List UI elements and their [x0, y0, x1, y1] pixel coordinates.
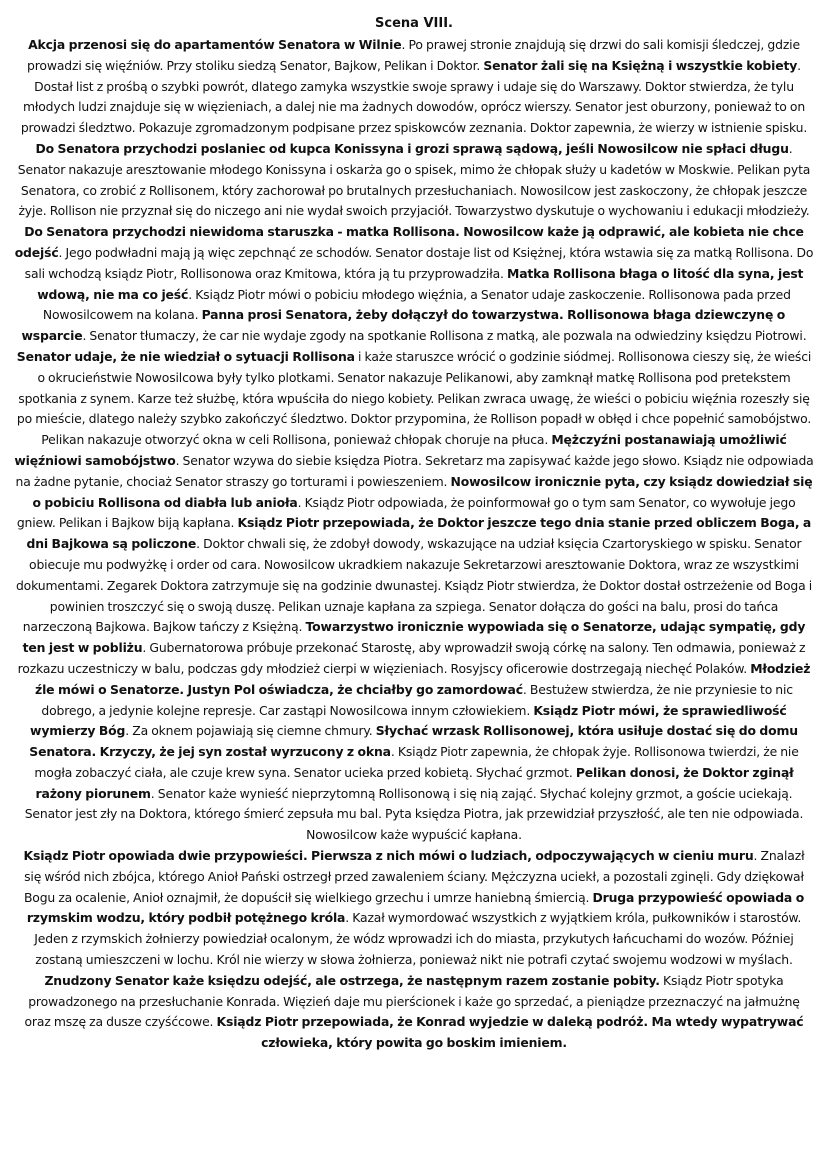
bold-key-event: Słychać wrzask Rollisonowej, która usiłuje dostać się do domu Senatora. Krzyczy, że jej syn został wyrzucony z okna — [29, 723, 798, 760]
bold-key-event: Nowosilcow ironicznie pyta, czy ksiądz dowiedział się o pobiciu Rollisona od diabła lub anioła — [32, 473, 813, 510]
summary-paragraph — [14, 846, 814, 971]
text-run: . Gubernatorowa próbuje przekonać Starostę, aby wprowadził swoją córkę na salony. Ten odmawia, ponieważ z rozkazu uczestniczy w balu, podczas gdy młodzież cierpi w więzieniach. Rosyjscy oficerowie dostrzegają niechęć Polaków. — [17, 640, 806, 676]
bold-key-event: Ksiądz Piotr opowiada dwie przypowieści. Pierwsza z nich mówi o ludziach, odpoczywających w cieniu muru — [23, 848, 754, 864]
bold-key-event: Do Senatora przychodzi niewidoma staruszka - matka Rollisona. Nowosilcow każe ją odprawić, ale kobieta nie chce odejść — [14, 224, 804, 260]
text-run: . Ksiądz Piotr odpowiada, że poinformował go o tym sam Senator, co wywołuje jego gniew. Pelikan i Bajkow biją kapłana. — [16, 494, 796, 531]
bold-key-event: Akcja przenosi się do apartamentów Senatora w Wilnie — [28, 37, 402, 52]
bold-key-event: Ksiądz Piotr przepowiada, że Doktor jeszcze tego dnia stanie przed obliczem Boga, a dni Bajkowa są policzone — [26, 515, 812, 552]
text-run: . Po prawej stronie znajdują się drzwi do sali komisji śledczej, gdzie prowadzi się więźniów. Przy stoliku siedzą Senator, Bajkow, Pelikan i Doktor. — [27, 37, 800, 73]
text-run: . Senator nakazuje aresztowanie młodego Konissyna i oskarża go o spisek, mimo że chłopak służy u kadetów w Moskwie. Pelikan pyta Senatora, co zrobić z Rollisonem, który zachorował po brutalnych przesłuchaniach. Nowosilcow jest zaskoczony, że chłopak jeszcze żyje. Rollison nie przyznał się do niczego ani nie wydał swoich przyjaciół. Towarzystwo dyskutuje o wychowaniu i edukacji młodzieży. — [17, 140, 811, 219]
text-run: . Znalazł się wśród nich zbójca, którego Anioł Pański ostrzegł przed zawaleniem ściany. Mężczyzna uciekł, a pozostali zginęli. Gdy dziękował Bogu za ocalenie, Anioł oznajmił, że dopuścił się wielkiego grzechu i umrze haniebną śmiercią. — [23, 848, 805, 905]
bold-key-event: Ksiądz Piotr przepowiada, że Konrad wyjedzie w daleką podróż. Ma wtedy wypatrywać człowieka, który powita go boskim imieniem. — [216, 1014, 804, 1051]
bold-key-event: Znudzony Senator każe księdzu odejść, ale ostrzega, że następnym razem zostanie pobity. — [44, 972, 660, 988]
bold-key-event: Młodzież źle mówi o Senatorze. Justyn Pol oświadcza, że chciałby go zamordować — [35, 660, 811, 697]
summary-paragraph — [14, 971, 814, 1054]
text-run: . Doktor chwali się, że zdobył dowody, wskazujące na udział księcia Czartoryskiego w spisku. Senator obiecuje mu podwyżkę i order od cara. Nowosilcow ukradkiem nakazuje Sekretarzowi aresztowanie Doktora, wraz ze wszystkimi dokumentami. Zegarek Doktora zatrzymuje się na godzinie dwunastej. Ksiądz Piotr stwierdza, że Doktor dostał ostrzeżenie od Boga i powinien troszczyć się o swoją duszę. Pelikan uznaje kapłana za szpiega. Senator dołącza do gości na balu, prosi do tańca narzeczoną Bajkowa. Bajkow tańczy z Księżną. — [15, 536, 813, 635]
text-run: . Senator tłumaczy, że car nie wydaje zgody na spotkanie Rollisona z matką, ale pozwala na odwiedziny księdzu Piotrowi. — [82, 328, 807, 344]
bold-key-event: Ksiądz Piotr mówi, że sprawiedliwość wymierzy Bóg — [30, 702, 787, 739]
text-run: . Dostał list z prośbą o szybki powrót, dlatego zamyka wszystkie swoje sprawy i udaje się do Warszawy. Doktor stwierdza, że tylu młodych ludzi znajduje się w więzieniach, a dalej nie ma żadnych dowodów, oprócz wierszy. Senator jest oburzony, ponieważ to on prowadzi śledztwo. Pokazuje zgromadzonym podpisane przez spiskowców zeznania. Doktor zapewnia, że wierzy w istnienie spisku. — [20, 57, 808, 136]
bold-key-event: Pelikan donosi, że Doktor zginął rażony piorunem — [35, 764, 794, 801]
text-run: . Bestużew stwierdza, że nie przyniesie to nic dobrego, a jedynie kolejne represje. Car zastąpi Nowosilcowa innym człowiekiem. — [41, 681, 793, 718]
bold-key-event: Senator udaje, że nie wiedział o sytuacji Rollisona — [16, 348, 355, 364]
text-run: . Ksiądz Piotr zapewnia, że chłopak żyje. Rollisonowa twierdzi, że nie mogła zobaczyć ciała, ale czuje krew syna. Senator ucieka przed kobietą. Słychać grzmot. — [34, 744, 799, 780]
text-run: . Jego podwładni mają ją więc zepchnąć ze schodów. Senator dostaje list od Księżnej, która wstawia się za matką Rollisona. Do sali wchodzą ksiądz Piotr, Rollisonowa oraz Kmitowa, która ją tu przyprowadziła. — [24, 244, 814, 281]
text-run: . Za oknem pojawiają się ciemne chmury. — [125, 723, 376, 739]
bold-key-event: Mężczyźni postanawiają umożliwić więźniowi samobójstwo — [14, 432, 787, 468]
bold-key-event: Matka Rollisona błaga o litość dla syna, jest wdową, nie ma co jeść — [37, 265, 804, 302]
summary-paragraph — [14, 35, 814, 846]
scene-title: Scena VIII. — [375, 16, 453, 31]
bold-key-event: Towarzystwo ironicznie wypowiada się o Senatorze, udając sympatię, gdy ten jest w pobliżu — [22, 619, 806, 656]
scene-summary — [14, 35, 814, 1054]
bold-key-event: Senator żali się na Księżną i wszystkie kobiety — [483, 57, 798, 73]
text-run: . Ksiądz Piotr mówi o pobiciu młodego więźnia, a Senator udaje zaskoczenie. Rollisonowa pada przed Nowosilcowem na kolana. — [42, 286, 791, 323]
bold-key-event: Do Senatora przychodzi poslaniec od kupca Konissyna i grozi sprawą sądową, jeśli Nowosilcow nie spłaci długu — [35, 140, 789, 156]
text-run: . Kazał wymordować wszystkich z wyjątkiem króla, pułkowników i starostów. Jeden z rzymskich żołnierzy powiedział ocalonym, że wódz wprowadzi ich do miasta, przykutych łańcuchami do wozów. Później zostaną umieszczeni w lochu. Król nie wierzy w słowa żołnierza, ponieważ nikt nie potrafi czytać swojemu wodzowi w myślach. — [34, 910, 802, 968]
bold-key-event: Panna prosi Senatora, żeby dołączył do towarzystwa. Rollisonowa błaga dziewczynę o wsparcie — [21, 307, 786, 344]
bold-key-event: Druga przypowieść opowiada o rzymskim wodzu, który podbił potężnego króla — [26, 889, 805, 926]
text-run: . Senator wzywa do siebie księdza Piotra. Sekretarz ma zapisywać każde jego słowo. Ksiądz nie odpowiada na żadne pytanie, chociaż Senator straszy go torturami i powieszeniem. — [15, 452, 814, 489]
text-run: Ksiądz Piotr spotyka prowadzonego na przesłuchanie Konrada. Więzień daje mu pierścionek i każe go sprzedać, a pieniądze przeznaczyć na jałmużnę oraz mszę za dusze czyśćcowe. — [24, 972, 800, 1030]
text-run: . Senator każe wynieść nieprzytomną Rollisonową i się nią zająć. Słychać kolejny grzmot, a goście uciekają. Senator jest zły na Doktora, którego śmierć zepsuła mu bal. Pyta księdza Piotra, jak przewidział przyszłość, ale ten nie odpowiada. Nowosilcow każe wypuścić kapłana. — [24, 785, 804, 843]
text-run: i każe staruszce wrócić o godzinie siódmej. Rollisonowa cieszy się, że wieści o okrucieństwie Nowosilcowa były tylko plotkami. Senator nakazuje Pelikanowi, aby zamknął matkę Rollisona pod pretekstem spotkania z synem. Karze też służbę, która wpuściła do niego kobiety. Pelikan zwraca uwagę, że wieści o pobiciu więźnia rozeszły się po mieście, dlatego należy szybko zakończyć śledztwo. Doktor przypomina, że Rollison popadł w obłęd i chce popełnić samobójstwo. Pelikan nakazuje otworzyć okna w celi Rollisona, ponieważ chłopak choruje na płuca. — [16, 348, 812, 448]
